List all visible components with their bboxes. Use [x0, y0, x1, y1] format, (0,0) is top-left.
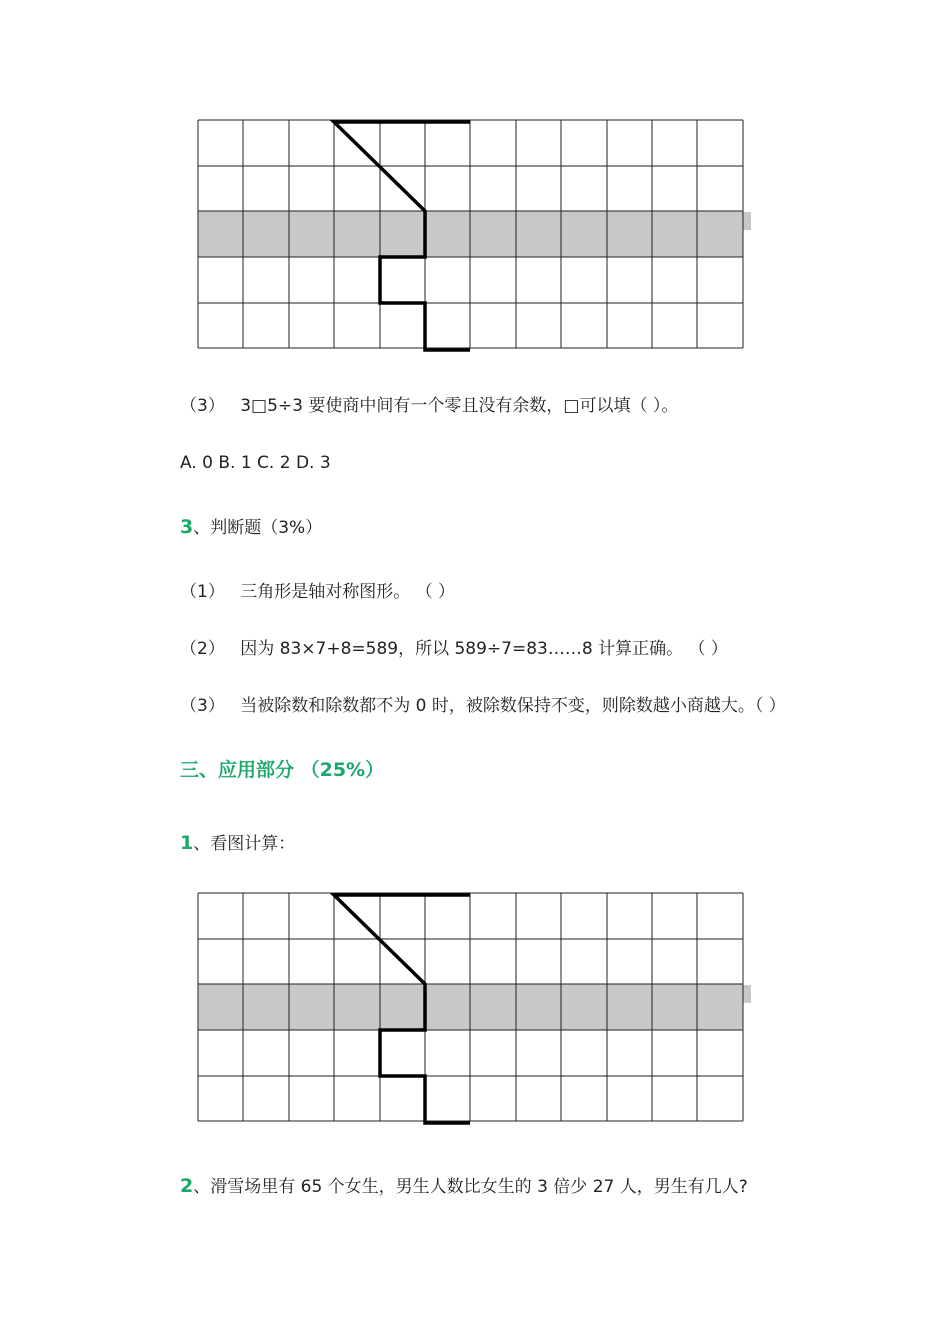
question-3: [180, 395, 678, 417]
judge-item-1: [180, 581, 455, 603]
question-3-label: （3）: [180, 396, 225, 416]
judge-item-label: （2）: [180, 639, 225, 659]
application-2-number: 2: [180, 1175, 194, 1197]
judge-item-text: 当被除数和除数都不为 0 时，被除数保持不变，则除数越小商越大。（ ）: [240, 696, 786, 716]
question-3-text: 3□5÷3 要使商中间有一个零且没有余数，□可以填（ ）。: [240, 396, 679, 416]
section-3-title: 判断题（3%）: [210, 518, 323, 538]
application-2-text: 滑雪场里有 65 个女生，男生人数比女生的 3 倍少 27 人，男生有几人?: [210, 1177, 748, 1197]
question-3-options: A. 0 B. 1 C. 2 D. 3: [180, 453, 331, 473]
judge-item-2: [180, 638, 728, 660]
section-3-sep: 、: [193, 518, 211, 538]
shaded-row-tab: [743, 985, 751, 1003]
judge-item-text: 三角形是轴对称图形。 （ ）: [240, 582, 456, 602]
application-1-text: 看图计算：: [210, 834, 296, 854]
application-1-number: 1: [180, 832, 194, 854]
grid-figure-2: [190, 888, 760, 1133]
part-3-heading: 三、应用部分 （25%）: [180, 759, 385, 781]
judge-item-label: （3）: [180, 696, 225, 716]
judge-item-text: 因为 83×7+8=589，所以 589÷7=83……8 计算正确。 （ ）: [240, 639, 728, 659]
judge-item-label: （1）: [180, 582, 225, 602]
section-3-heading: [180, 516, 322, 539]
section-3-number: 3: [180, 516, 194, 538]
grid-figure-1: [190, 115, 760, 360]
application-2-question: [180, 1175, 748, 1198]
application-1-heading: [180, 832, 295, 855]
application-2-sep: 、: [193, 1177, 211, 1197]
application-1-sep: 、: [193, 834, 211, 854]
shaded-row-tab: [743, 212, 751, 230]
judge-item-3: [180, 695, 786, 717]
